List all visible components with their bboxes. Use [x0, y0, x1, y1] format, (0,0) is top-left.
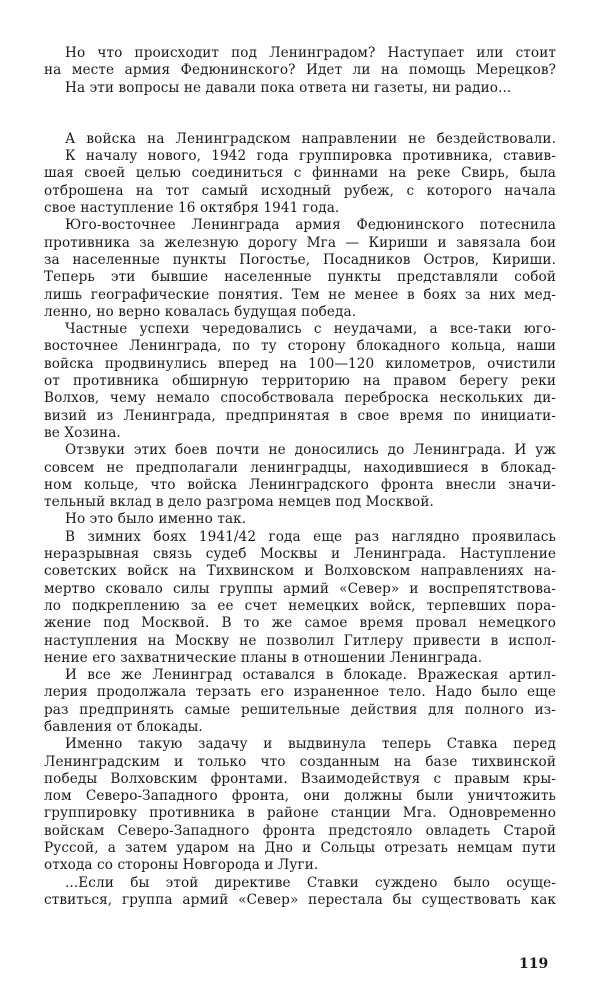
text-line: Ленинградским и только что созданным на базе тихвинской [44, 753, 556, 770]
text-line: советских войск на Тихвинском и Волховском направлениях на- [44, 563, 556, 580]
text-line: совсем не предполагали ленинградцы, находившиеся в блокад- [44, 459, 556, 476]
text-line: Юго-восточнее Ленинграда армия Федюнинского потеснила [65, 217, 556, 234]
text-line: Но это было именно так. [65, 511, 247, 528]
text-line: визий из Ленинграда, предпринятая в свое время по инициати- [44, 407, 556, 424]
page-number: 119 [519, 956, 549, 972]
text-line: отхода со стороны Новгорода и Луги. [44, 857, 319, 874]
text-line: мертво сковало силы группы армий «Север» и воспрепятствова- [44, 580, 556, 597]
text-line: нение его захватнические планы в отношении Ленинграда. [44, 649, 483, 666]
text-line: свое наступление 16 октября 1941 года. [44, 200, 340, 217]
text-line: шая своей целью соединиться с финнами на реке Свирь, была [44, 165, 556, 182]
text-line: наступления на Москву не позволил Гитлеру привести в испол- [44, 632, 556, 649]
text-line: Теперь эти бывшие населенные пункты представляли собой [44, 269, 556, 286]
text-line: раз предпринять самые решительные действия для полного из- [44, 701, 556, 718]
text-line: на месте армия Федюнинского? Идет ли на помощь Мерецков? [44, 62, 556, 79]
text-line: Но что происходит под Ленинградом? Наступает или стоит [65, 45, 556, 61]
intro-paragraphs [44, 45, 556, 97]
text-line: лерия продолжала терзать его израненное тело. Надо было еще [44, 684, 556, 701]
text-line: лом Северо-Западного фронта, они должны были уничтожить [44, 788, 556, 805]
text-line: ном кольце, что войска Ленинградского фронта внесли значи- [44, 476, 556, 493]
text-line: группировку противника в районе станции Мга. Одновременно [44, 805, 556, 822]
text-line: Волхов, чему немало способствовала переброска нескольких ди- [44, 390, 556, 407]
body-text [44, 131, 556, 909]
text-line: ствиться, группа армий «Север» перестала бы существовать как [44, 891, 556, 908]
text-line: противника за железную дорогу Мга — Кириши и завязала бои [44, 234, 556, 251]
text-line: войскам Северо-Западного фронта предстояло овладеть Старой [44, 822, 556, 839]
text-line: ве Хозина. [44, 424, 121, 441]
text-line: восточнее Ленинграда, по ту сторону блокадного кольца, наши [44, 338, 556, 355]
text-line: жение под Москвой. В то же самое время провал немецкого [44, 615, 556, 632]
section-gap [44, 97, 556, 131]
text-line: ...Если бы этой директиве Ставки суждено было осуще- [65, 874, 556, 891]
text-line: Частные успехи чередовались с неудачами, а все-таки юго- [65, 321, 556, 338]
text-line: Отзвуки этих боев почти не доносились до Ленинграда. И уж [65, 442, 556, 459]
text-line: лишь географические понятия. Тем не менее в боях за них мед- [44, 286, 556, 303]
text-line: победы Волховским фронтами. Взаимодействуя с правым кры- [44, 770, 556, 787]
text-line: И все же Ленинград оставался в блокаде. Вражеская артил- [65, 667, 556, 684]
text-line: Руссой, а затем ударом на Дно и Сольцы отрезать немцам пути [44, 840, 556, 857]
text-line: А войска на Ленинградском направлении не бездействовали. [65, 130, 556, 147]
text-line: Именно такую задачу и выдвинула теперь Ставка перед [65, 736, 556, 753]
text-line: бавления от блокады. [44, 718, 203, 735]
text-line: неразрывная связь судеб Москвы и Ленинграда. Наступление [44, 546, 556, 563]
book-page [44, 45, 556, 909]
text-line: от противника обширную территорию на правом берегу реки [44, 373, 556, 390]
text-line: ленно, но верно ковалась будущая победа. [44, 303, 357, 320]
text-line: за населенные пункты Погостье, Посадников Остров, Кириши. [44, 251, 556, 268]
text-line: В зимних боях 1941/42 года еще раз наглядно проявилась [65, 528, 556, 545]
text-line: На эти вопросы не давали пока ответа ни газеты, ни радио... [65, 79, 512, 96]
text-line: ло подкреплению за ее счет немецких войск, терпевших пора- [44, 597, 556, 614]
text-line: К началу нового, 1942 года группировка противника, ставив- [65, 148, 556, 165]
text-line: тельный вклад в дело разгрома немцев под Москвой. [44, 494, 434, 511]
text-line: отброшена на тот самый исходный рубеж, с которого начала [44, 182, 556, 199]
text-line: войска продвинулись вперед на 100—120 километров, очистили [44, 355, 556, 372]
